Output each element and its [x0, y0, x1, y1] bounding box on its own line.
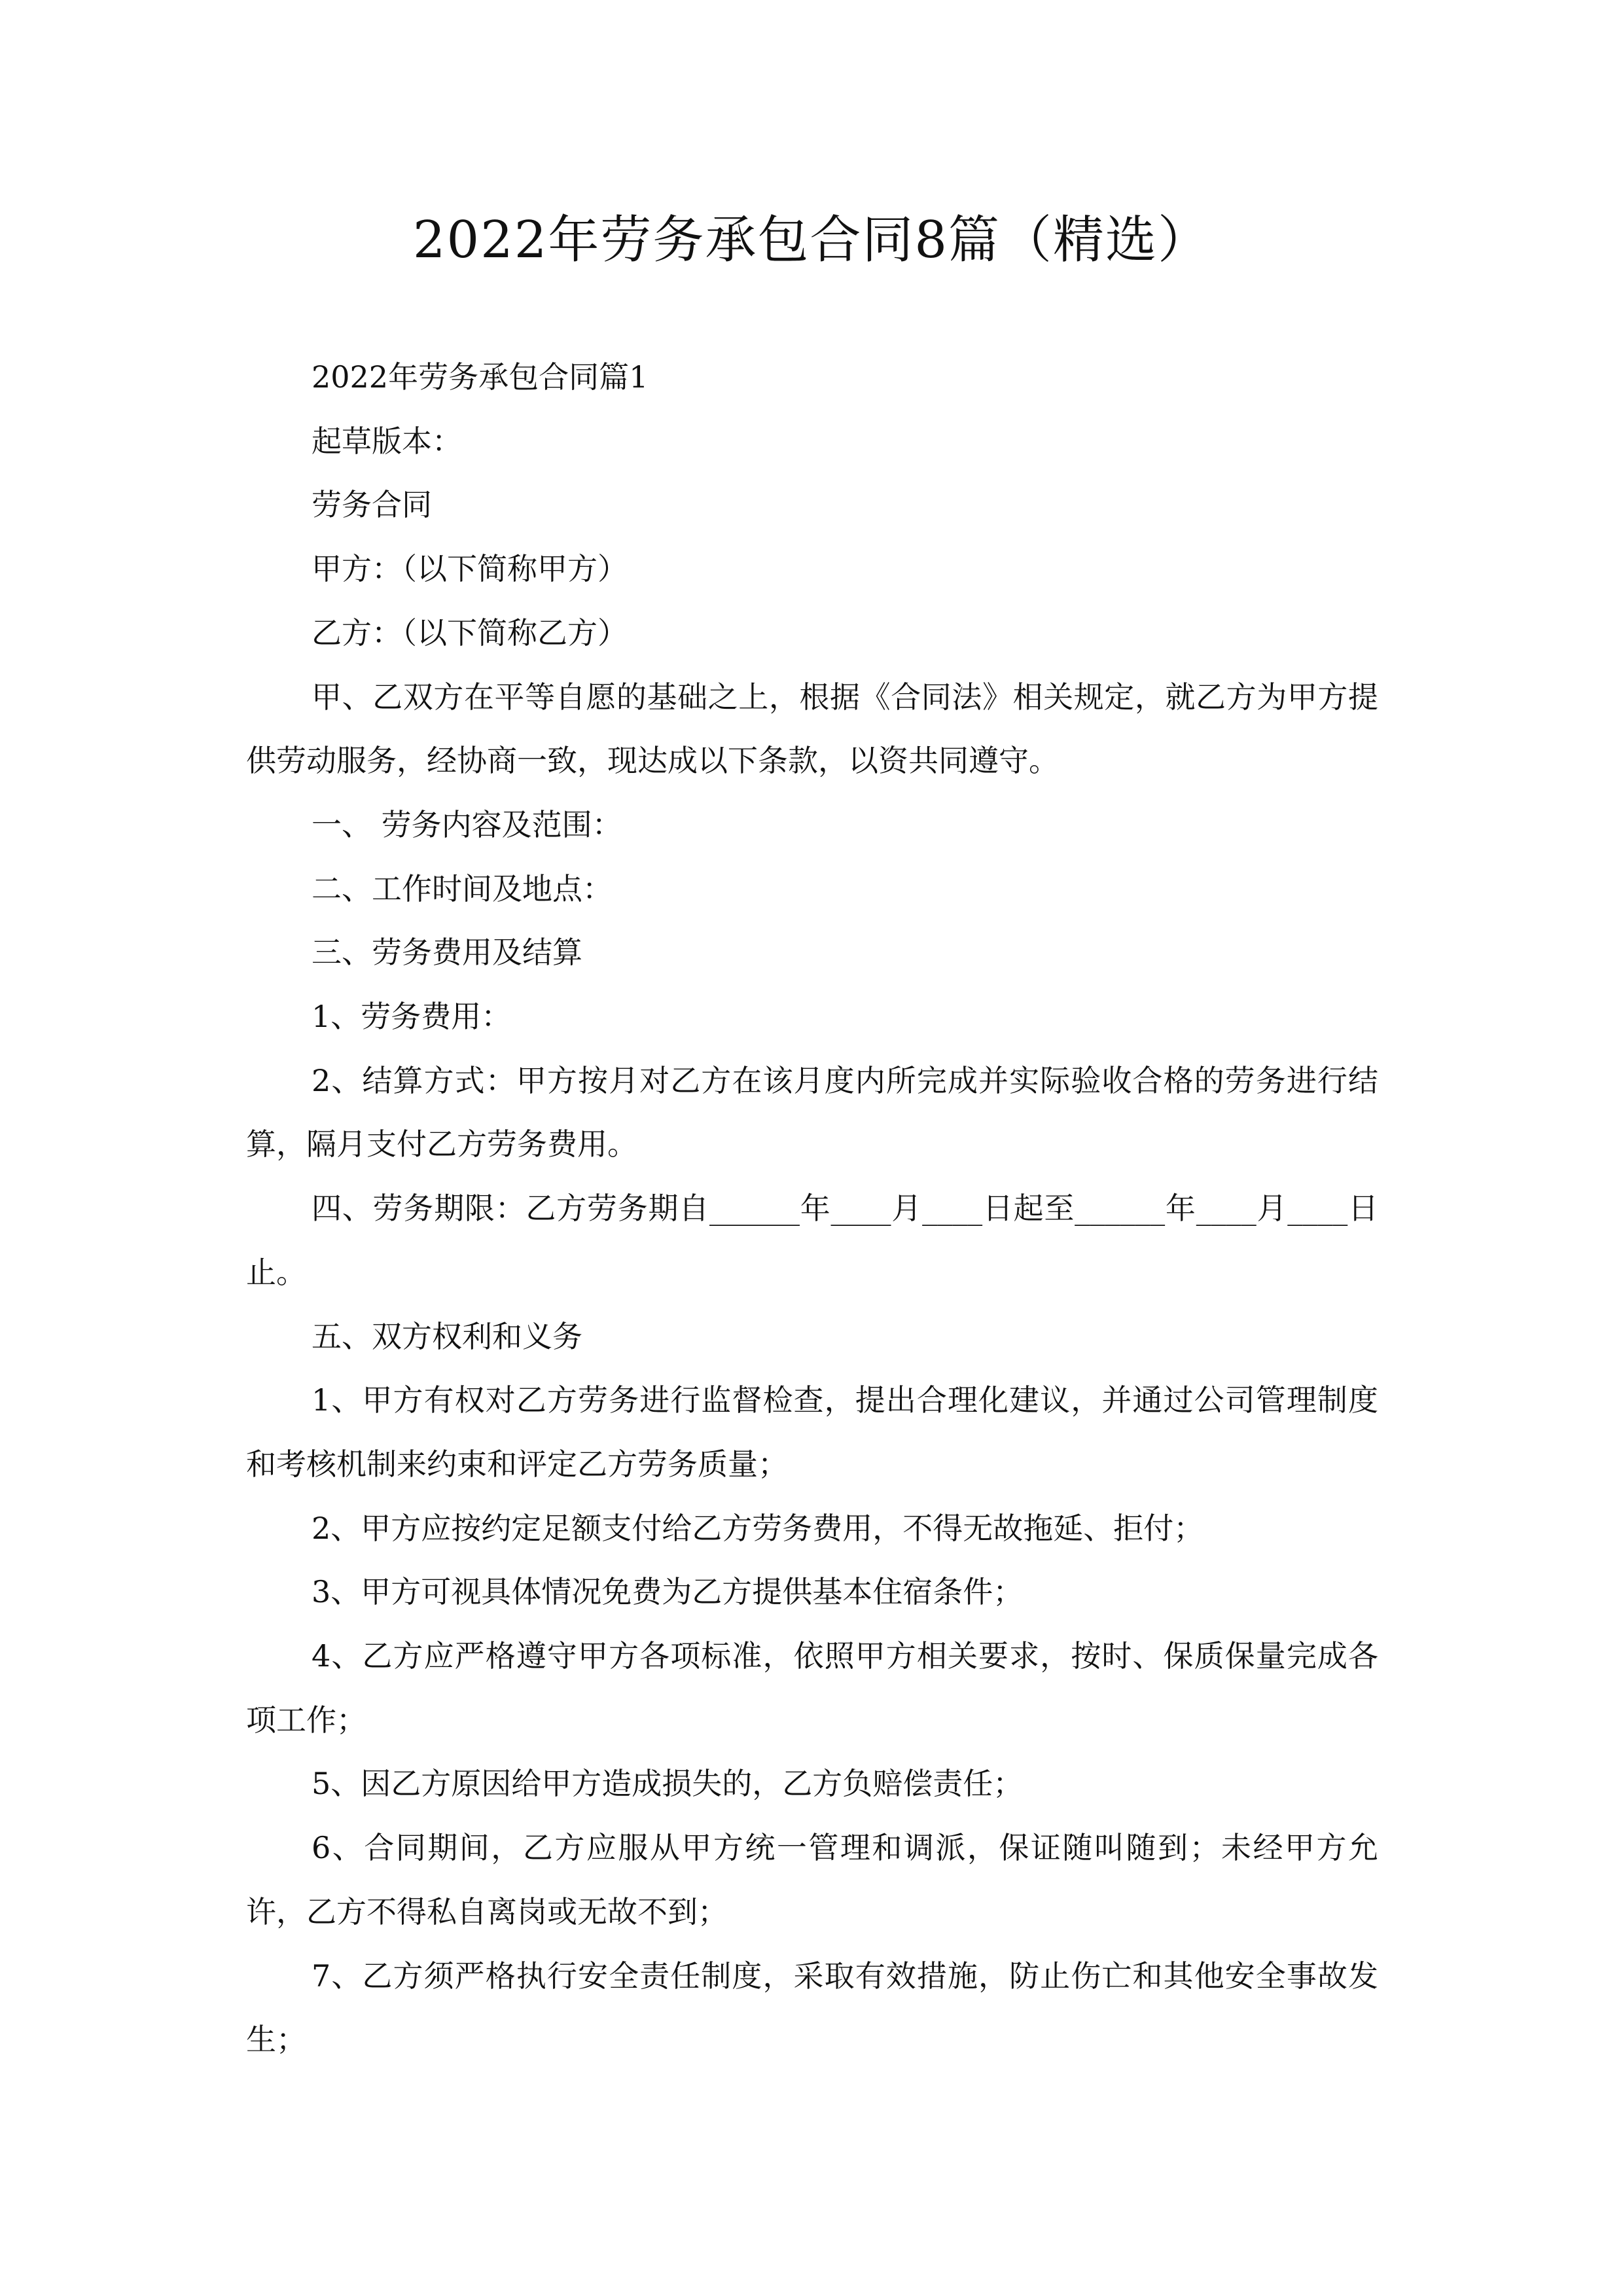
clause-item: 2、结算方式：甲方按月对乙方在该月度内所完成并实际验收合格的劳务进行结算，隔月支付乙方劳务费用。	[246, 1062, 1378, 1162]
party-a-line: 甲方：（以下简称甲方）	[312, 551, 628, 587]
clause-item: 6、合同期间，乙方应服从甲方统一管理和调派，保证随叫随到；未经甲方允许，乙方不得私自离岗或无故不到；	[246, 1830, 1378, 1929]
preamble-paragraph: 甲、乙双方在平等自愿的基础之上，根据《合同法》相关规定，就乙方为甲方提供劳动服务，经协商一致，现达成以下条款，以资共同遵守。	[246, 679, 1378, 779]
clause-heading: 三、劳务费用及结算	[312, 935, 582, 971]
section-heading: 2022年劳务承包合同篇1	[312, 359, 649, 395]
party-b-line: 乙方：（以下简称乙方）	[312, 615, 628, 651]
clause-item: 4、乙方应严格遵守甲方各项标准，依照甲方相关要求，按时、保质保量完成各项工作；	[246, 1638, 1378, 1738]
clause-heading: 一、 劳务内容及范围：	[312, 806, 622, 842]
document-title: 2022年劳务承包合同8篇（精选）	[412, 211, 1211, 270]
clause-heading: 五、双方权利和义务	[312, 1318, 582, 1354]
document-body	[246, 346, 1378, 2072]
clause-item: 5、因乙方原因给甲方造成损失的，乙方负赔偿责任；	[312, 1766, 1024, 1802]
clause-item: 1、劳务费用：	[312, 999, 512, 1035]
clause-item: 3、甲方可视具体情况免费为乙方提供基本住宿条件；	[312, 1574, 1024, 1610]
clause-heading: 四、劳务期限：乙方劳务期自______年____月____日起至______年____月____日止。	[246, 1191, 1378, 1290]
contract-name: 劳务合同	[312, 487, 432, 523]
draft-version-label: 起草版本：	[312, 423, 462, 459]
clause-item: 1、甲方有权对乙方劳务进行监督检查，提出合理化建议，并通过公司管理制度和考核机制来约束和评定乙方劳务质量；	[246, 1382, 1378, 1482]
clause-item: 7、乙方须严格执行安全责任制度，采取有效措施，防止伤亡和其他安全事故发生；	[246, 1958, 1378, 2058]
clause-item: 2、甲方应按约定足额支付给乙方劳务费用，不得无故拖延、拒付；	[312, 1510, 1204, 1546]
clause-heading: 二、工作时间及地点：	[312, 870, 613, 906]
